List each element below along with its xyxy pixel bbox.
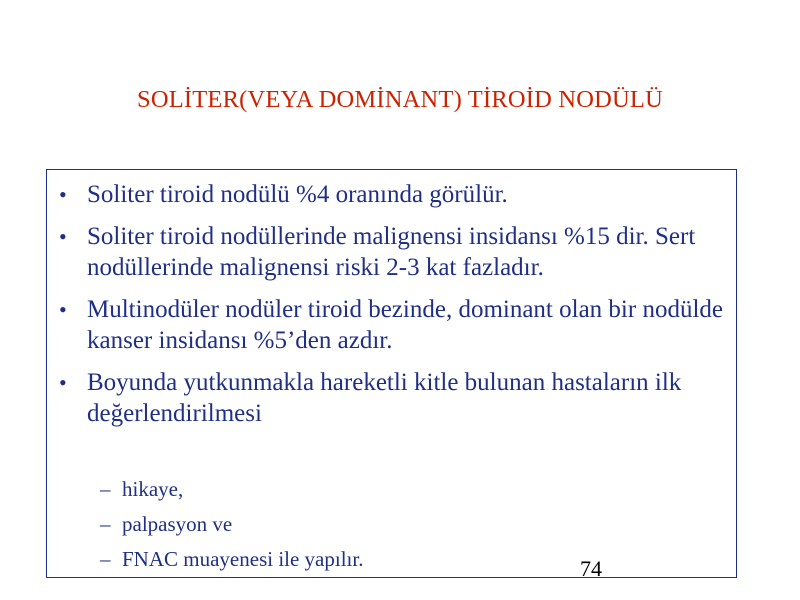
sub-bullet-marker: – [100, 547, 111, 571]
sub-bullet-item [100, 547, 363, 571]
bullet-item [57, 294, 732, 357]
bullet-item [57, 367, 732, 430]
sub-bullet-text: FNAC muayenesi ile yapılır. [122, 547, 364, 571]
slide-title: SOLİTER(VEYA DOMİNANT) TİROİD NODÜLÜ [137, 86, 663, 113]
bullet-marker: • [59, 369, 67, 395]
bullet-marker: • [59, 182, 67, 207]
sub-bullet-marker: – [100, 512, 111, 536]
bullet-text: Multinodüler nodüler tiroid bezinde, dominant olan bir nodülde kanser insidansı %5’den azdır. [87, 295, 723, 354]
sub-bullet-text: hikaye, [122, 477, 184, 501]
bullet-marker: • [59, 296, 67, 322]
page-number: 74 [580, 556, 602, 581]
bullet-marker: • [59, 223, 67, 249]
bullet-text: Soliter tiroid nodülü %4 oranında görülür. [87, 181, 508, 208]
bullet-text: Soliter tiroid nodüllerinde malignensi insidansı %15 dir. Sert nodüllerinde malignensi riski 2-3 kat fazladır. [87, 222, 696, 281]
content-box [46, 169, 737, 578]
bullet-item [57, 179, 732, 211]
sub-bullet-item [100, 512, 363, 536]
bullet-item [57, 221, 732, 284]
bullet-list [57, 179, 732, 440]
sub-bullet-text: palpasyon ve [122, 512, 233, 536]
sub-bullet-item [100, 477, 363, 501]
sub-bullet-marker: – [100, 477, 111, 501]
sub-bullet-list [100, 477, 363, 582]
bullet-text: Boyunda yutkunmakla hareketli kitle bulunan hastaların ilk değerlendirilmesi [87, 368, 682, 427]
